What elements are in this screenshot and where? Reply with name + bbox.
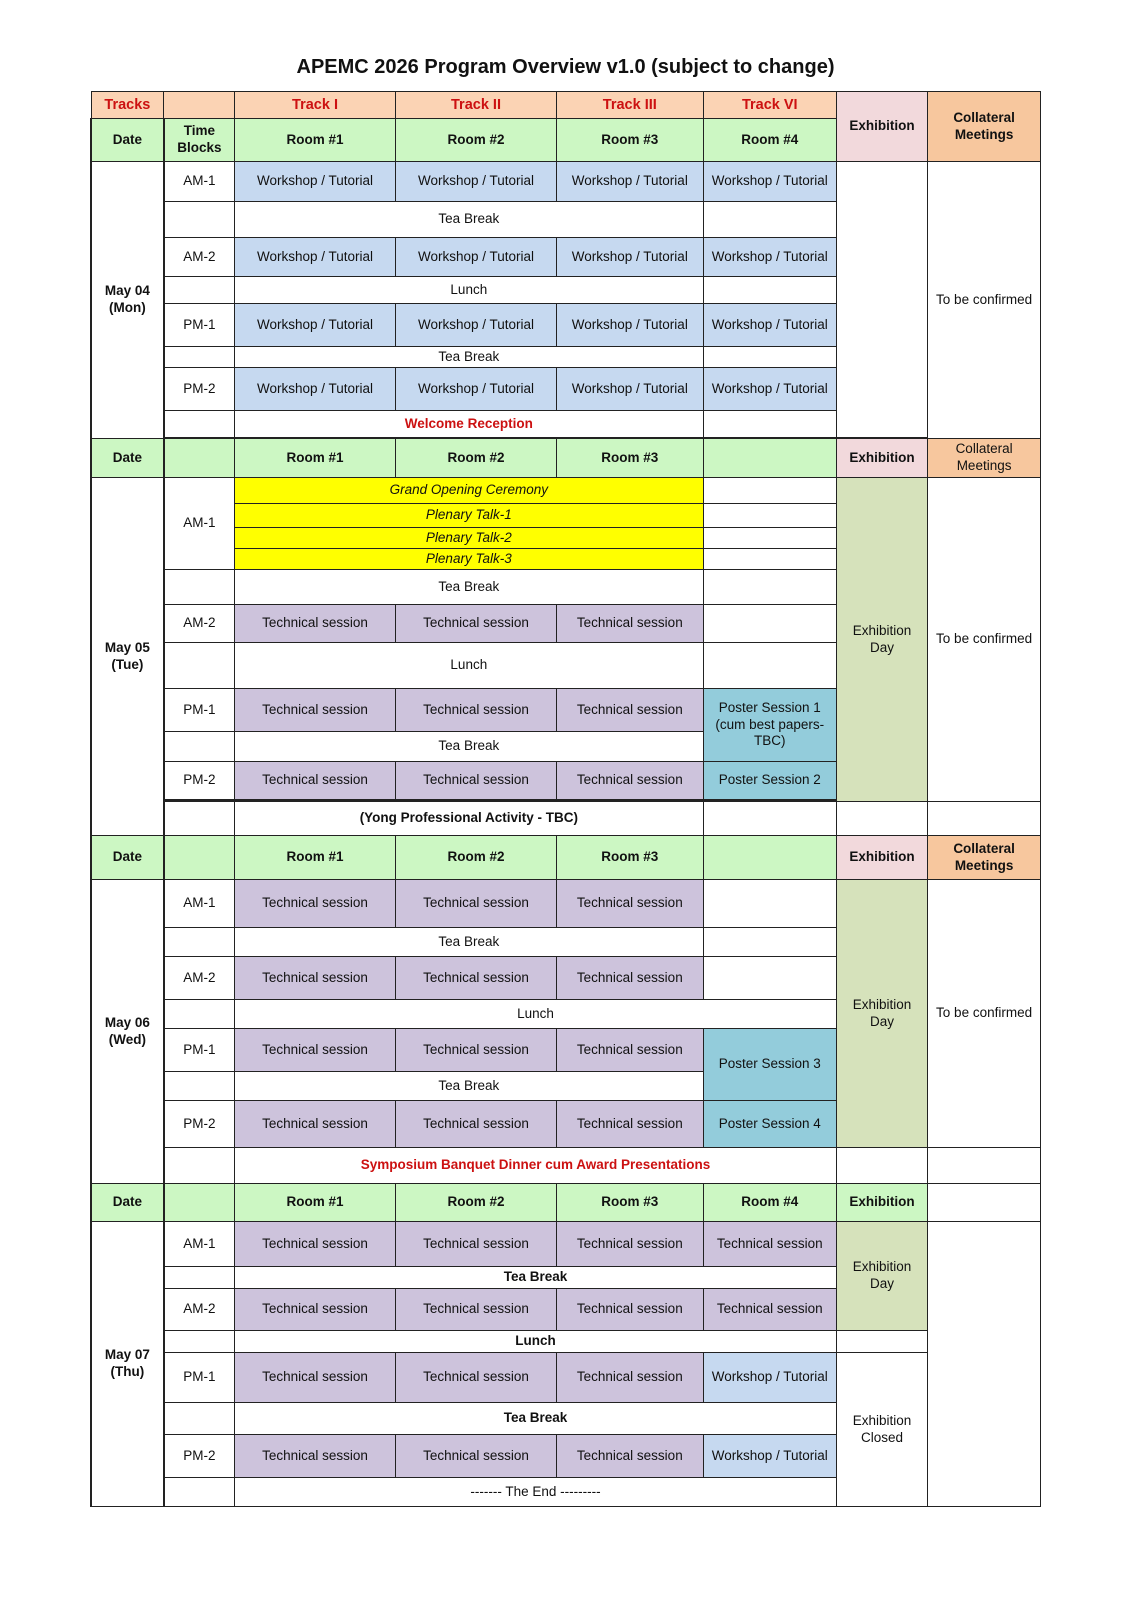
- blank-cell: [164, 92, 235, 119]
- blank-cell: [703, 202, 836, 238]
- room-4-header: Room #4: [703, 1184, 836, 1222]
- thu-header-row: [91, 1184, 1041, 1222]
- banquet: Symposium Banquet Dinner cum Award Presentations: [235, 1148, 837, 1184]
- day-mon: May 04 (Mon): [91, 162, 164, 439]
- session-cell: Technical session: [235, 1101, 396, 1148]
- blank-cell: [164, 439, 235, 478]
- blank-cell: [703, 836, 836, 880]
- time-block: PM-2: [164, 368, 235, 411]
- session-cell: Technical session: [396, 1435, 557, 1478]
- time-block: PM-1: [164, 689, 235, 732]
- blank-cell: [836, 1331, 927, 1353]
- exhibition-header: Exhibition: [836, 92, 927, 162]
- poster-session: Poster Session 4: [703, 1101, 836, 1148]
- day-tue: May 05 (Tue): [91, 478, 164, 836]
- tea-break: Tea Break: [235, 1267, 837, 1289]
- session-cell: Technical session: [235, 1029, 396, 1072]
- tea-break: Tea Break: [235, 732, 704, 762]
- room-3-header: Room #3: [556, 439, 703, 478]
- collateral-cell: To be confirmed: [928, 478, 1041, 802]
- blank-cell: [703, 802, 836, 836]
- blank-cell: [164, 1072, 235, 1101]
- blank-cell: [703, 277, 836, 304]
- date-header: Date: [91, 836, 164, 880]
- blank-cell: [703, 411, 836, 438]
- exhibition-header: Exhibition: [836, 836, 927, 880]
- thu-pm1-row: [91, 1353, 1041, 1403]
- room-3-header: Room #3: [556, 1184, 703, 1222]
- blank-cell: [164, 1000, 235, 1029]
- blank-cell: [164, 202, 235, 238]
- blank-cell: [164, 1267, 235, 1289]
- time-blocks-header: Time Blocks: [164, 119, 235, 162]
- session-cell: Technical session: [556, 1222, 703, 1267]
- exhibition-day: Exhibition Day: [836, 1222, 927, 1331]
- blank-cell: [703, 880, 836, 928]
- session-cell: Workshop / Tutorial: [556, 238, 703, 277]
- blank-cell: [164, 570, 235, 605]
- poster-session: Poster Session 3: [703, 1029, 836, 1101]
- session-cell: Technical session: [396, 762, 557, 800]
- exhibition-day: Exhibition Day: [836, 880, 927, 1148]
- poster-session: Poster Session 1 (cum best papers- TBC): [703, 689, 836, 762]
- blank-cell: [164, 411, 235, 438]
- blank-cell: [164, 802, 235, 836]
- session-cell: Workshop / Tutorial: [556, 304, 703, 347]
- lunch: Lunch: [235, 277, 704, 304]
- blank-cell: [164, 1478, 235, 1507]
- blank-cell: [164, 643, 235, 689]
- blank-cell: [703, 605, 836, 643]
- session-cell: Technical session: [703, 1289, 836, 1331]
- session-cell: Workshop / Tutorial: [703, 1353, 836, 1403]
- mon-am1-row: [91, 162, 1041, 202]
- collateral-header: Collateral Meetings: [928, 92, 1041, 162]
- date-header: Date: [91, 1184, 164, 1222]
- plenary-talk: Plenary Talk-3: [235, 549, 704, 570]
- session-cell: Technical session: [235, 689, 396, 732]
- wed-header-row: [91, 836, 1041, 880]
- session-cell: Technical session: [235, 1289, 396, 1331]
- session-cell: Technical session: [235, 1222, 396, 1267]
- session-cell: Workshop / Tutorial: [703, 304, 836, 347]
- wed-evening-row: [91, 1148, 1041, 1184]
- tue-evening-row: [91, 802, 1041, 836]
- exhibition-header: Exhibition: [836, 1184, 927, 1222]
- exhibition-closed: Exhibition Closed: [836, 1353, 927, 1507]
- collateral-header: Collateral Meetings: [928, 439, 1041, 478]
- thu-lunch-row: [91, 1331, 1041, 1353]
- tracks-row: [91, 92, 1041, 119]
- time-block: PM-2: [164, 1435, 235, 1478]
- exhibition-cell: [836, 162, 927, 438]
- time-block: AM-2: [164, 605, 235, 643]
- room-2-header: Room #2: [396, 119, 557, 162]
- session-cell: Workshop / Tutorial: [396, 238, 557, 277]
- poster-session: Poster Session 2: [703, 762, 836, 800]
- session-cell: Technical session: [396, 1101, 557, 1148]
- session-cell: Workshop / Tutorial: [703, 368, 836, 411]
- room-1-header: Room #1: [235, 1184, 396, 1222]
- session-cell: Workshop / Tutorial: [235, 162, 396, 202]
- blank-cell: [703, 549, 836, 570]
- blank-cell: [703, 957, 836, 1000]
- session-cell: Technical session: [396, 1289, 557, 1331]
- session-cell: Technical session: [396, 1353, 557, 1403]
- session-cell: Technical session: [556, 1289, 703, 1331]
- room-1-header: Room #1: [235, 119, 396, 162]
- session-cell: Technical session: [556, 880, 703, 928]
- blank-cell: [164, 1148, 235, 1184]
- session-cell: Technical session: [396, 957, 557, 1000]
- yp-activity: (Yong Professional Activity - TBC): [235, 802, 704, 836]
- exhibition-day: Exhibition Day: [836, 478, 927, 802]
- session-cell: Technical session: [235, 957, 396, 1000]
- lunch: Lunch: [235, 1331, 837, 1353]
- opening-ceremony: Grand Opening Ceremony: [235, 478, 704, 504]
- tea-break: Tea Break: [235, 1403, 837, 1435]
- blank-cell: [164, 277, 235, 304]
- room-3-header: Room #3: [556, 836, 703, 880]
- blank-cell: [164, 732, 235, 762]
- track-2-header: Track II: [396, 92, 557, 119]
- time-block: AM-1: [164, 162, 235, 202]
- program-table: [90, 91, 1041, 1507]
- blank-cell: [164, 928, 235, 957]
- blank-cell: [703, 570, 836, 605]
- date-header: Date: [91, 119, 164, 162]
- blank-cell: [928, 802, 1041, 836]
- session-cell: Technical session: [235, 1353, 396, 1403]
- lunch: Lunch: [235, 1000, 837, 1029]
- blank-cell: [703, 478, 836, 504]
- day-wed: May 06 (Wed): [91, 880, 164, 1184]
- session-cell: Technical session: [556, 1101, 703, 1148]
- track-1-header: Track I: [235, 92, 396, 119]
- room-2-header: Room #2: [396, 1184, 557, 1222]
- room-1-header: Room #1: [235, 836, 396, 880]
- session-cell: Technical session: [396, 1029, 557, 1072]
- session-cell: Technical session: [556, 605, 703, 643]
- time-block: PM-2: [164, 762, 235, 800]
- tea-break: Tea Break: [235, 928, 704, 957]
- session-cell: Technical session: [556, 762, 703, 800]
- blank-cell: [703, 643, 836, 689]
- page-title: APEMC 2026 Program Overview v1.0 (subject to change): [296, 56, 835, 78]
- blank-cell: [164, 1403, 235, 1435]
- room-2-header: Room #2: [396, 836, 557, 880]
- session-cell: Technical session: [235, 762, 396, 800]
- room-4-header: Room #4: [703, 119, 836, 162]
- time-block: PM-1: [164, 1353, 235, 1403]
- session-cell: Workshop / Tutorial: [396, 304, 557, 347]
- collateral-cell: To be confirmed: [928, 880, 1041, 1148]
- time-block: AM-2: [164, 957, 235, 1000]
- lunch: Lunch: [235, 643, 704, 689]
- blank-cell: [703, 504, 836, 528]
- collateral-cell: To be confirmed: [928, 162, 1041, 439]
- session-cell: Technical session: [703, 1222, 836, 1267]
- tea-break: Tea Break: [235, 202, 704, 238]
- session-cell: Workshop / Tutorial: [235, 368, 396, 411]
- session-cell: Technical session: [396, 689, 557, 732]
- blank-cell: [928, 1184, 1041, 1222]
- session-cell: Technical session: [556, 1353, 703, 1403]
- session-cell: Workshop / Tutorial: [235, 238, 396, 277]
- plenary-talk: Plenary Talk-1: [235, 504, 704, 528]
- blank-cell: [836, 1148, 927, 1184]
- session-cell: Technical session: [396, 1222, 557, 1267]
- time-block: PM-1: [164, 1029, 235, 1072]
- session-cell: Workshop / Tutorial: [703, 238, 836, 277]
- time-block: AM-1: [164, 880, 235, 928]
- session-cell: Technical session: [556, 957, 703, 1000]
- blank-cell: [928, 1148, 1041, 1184]
- session-cell: Workshop / Tutorial: [235, 304, 396, 347]
- session-cell: Technical session: [556, 1029, 703, 1072]
- session-cell: Technical session: [556, 1435, 703, 1478]
- room-2-header: Room #2: [396, 439, 557, 478]
- track-4-header: Track VI: [703, 92, 836, 119]
- time-block: AM-2: [164, 1289, 235, 1331]
- time-block: AM-2: [164, 238, 235, 277]
- blank-cell: [836, 802, 927, 836]
- session-cell: Technical session: [556, 689, 703, 732]
- session-cell: Workshop / Tutorial: [556, 162, 703, 202]
- blank-cell: [164, 836, 235, 880]
- session-cell: Workshop / Tutorial: [556, 368, 703, 411]
- blank-cell: [164, 1331, 235, 1353]
- session-cell: Technical session: [396, 605, 557, 643]
- collateral-cell: [928, 1222, 1041, 1507]
- collateral-header: Collateral Meetings: [928, 836, 1041, 880]
- session-cell: Technical session: [235, 880, 396, 928]
- plenary-talk: Plenary Talk-2: [235, 528, 704, 549]
- session-cell: Workshop / Tutorial: [396, 162, 557, 202]
- time-block: AM-1: [164, 478, 235, 570]
- welcome-reception: Welcome Reception: [235, 411, 704, 438]
- blank-cell: [164, 1184, 235, 1222]
- session-cell: Workshop / Tutorial: [396, 368, 557, 411]
- blank-cell: [703, 528, 836, 549]
- session-cell: Workshop / Tutorial: [703, 162, 836, 202]
- wed-am1-row: [91, 880, 1041, 928]
- tracks-label: Tracks: [91, 92, 164, 119]
- the-end: ------- The End ---------: [235, 1478, 837, 1507]
- track-3-header: Track III: [556, 92, 703, 119]
- day-thu: May 07 (Thu): [91, 1222, 164, 1507]
- session-cell: Technical session: [396, 880, 557, 928]
- time-block: PM-1: [164, 304, 235, 347]
- room-1-header: Room #1: [235, 439, 396, 478]
- tue-header-row: [91, 439, 1041, 478]
- tea-break: Tea Break: [235, 347, 704, 368]
- blank-cell: [703, 928, 836, 957]
- session-cell: Technical session: [235, 605, 396, 643]
- blank-cell: [164, 347, 235, 368]
- tue-opening-row: [91, 478, 1041, 504]
- session-cell: Technical session: [235, 1435, 396, 1478]
- session-cell: Workshop / Tutorial: [703, 1435, 836, 1478]
- time-block: AM-1: [164, 1222, 235, 1267]
- date-header: Date: [91, 439, 164, 478]
- thu-am1-row: [91, 1222, 1041, 1267]
- blank-cell: [703, 439, 836, 478]
- room-3-header: Room #3: [556, 119, 703, 162]
- time-block: PM-2: [164, 1101, 235, 1148]
- exhibition-header: Exhibition: [836, 439, 927, 478]
- blank-cell: [703, 347, 836, 368]
- tea-break: Tea Break: [235, 1072, 704, 1101]
- tea-break: Tea Break: [235, 570, 704, 605]
